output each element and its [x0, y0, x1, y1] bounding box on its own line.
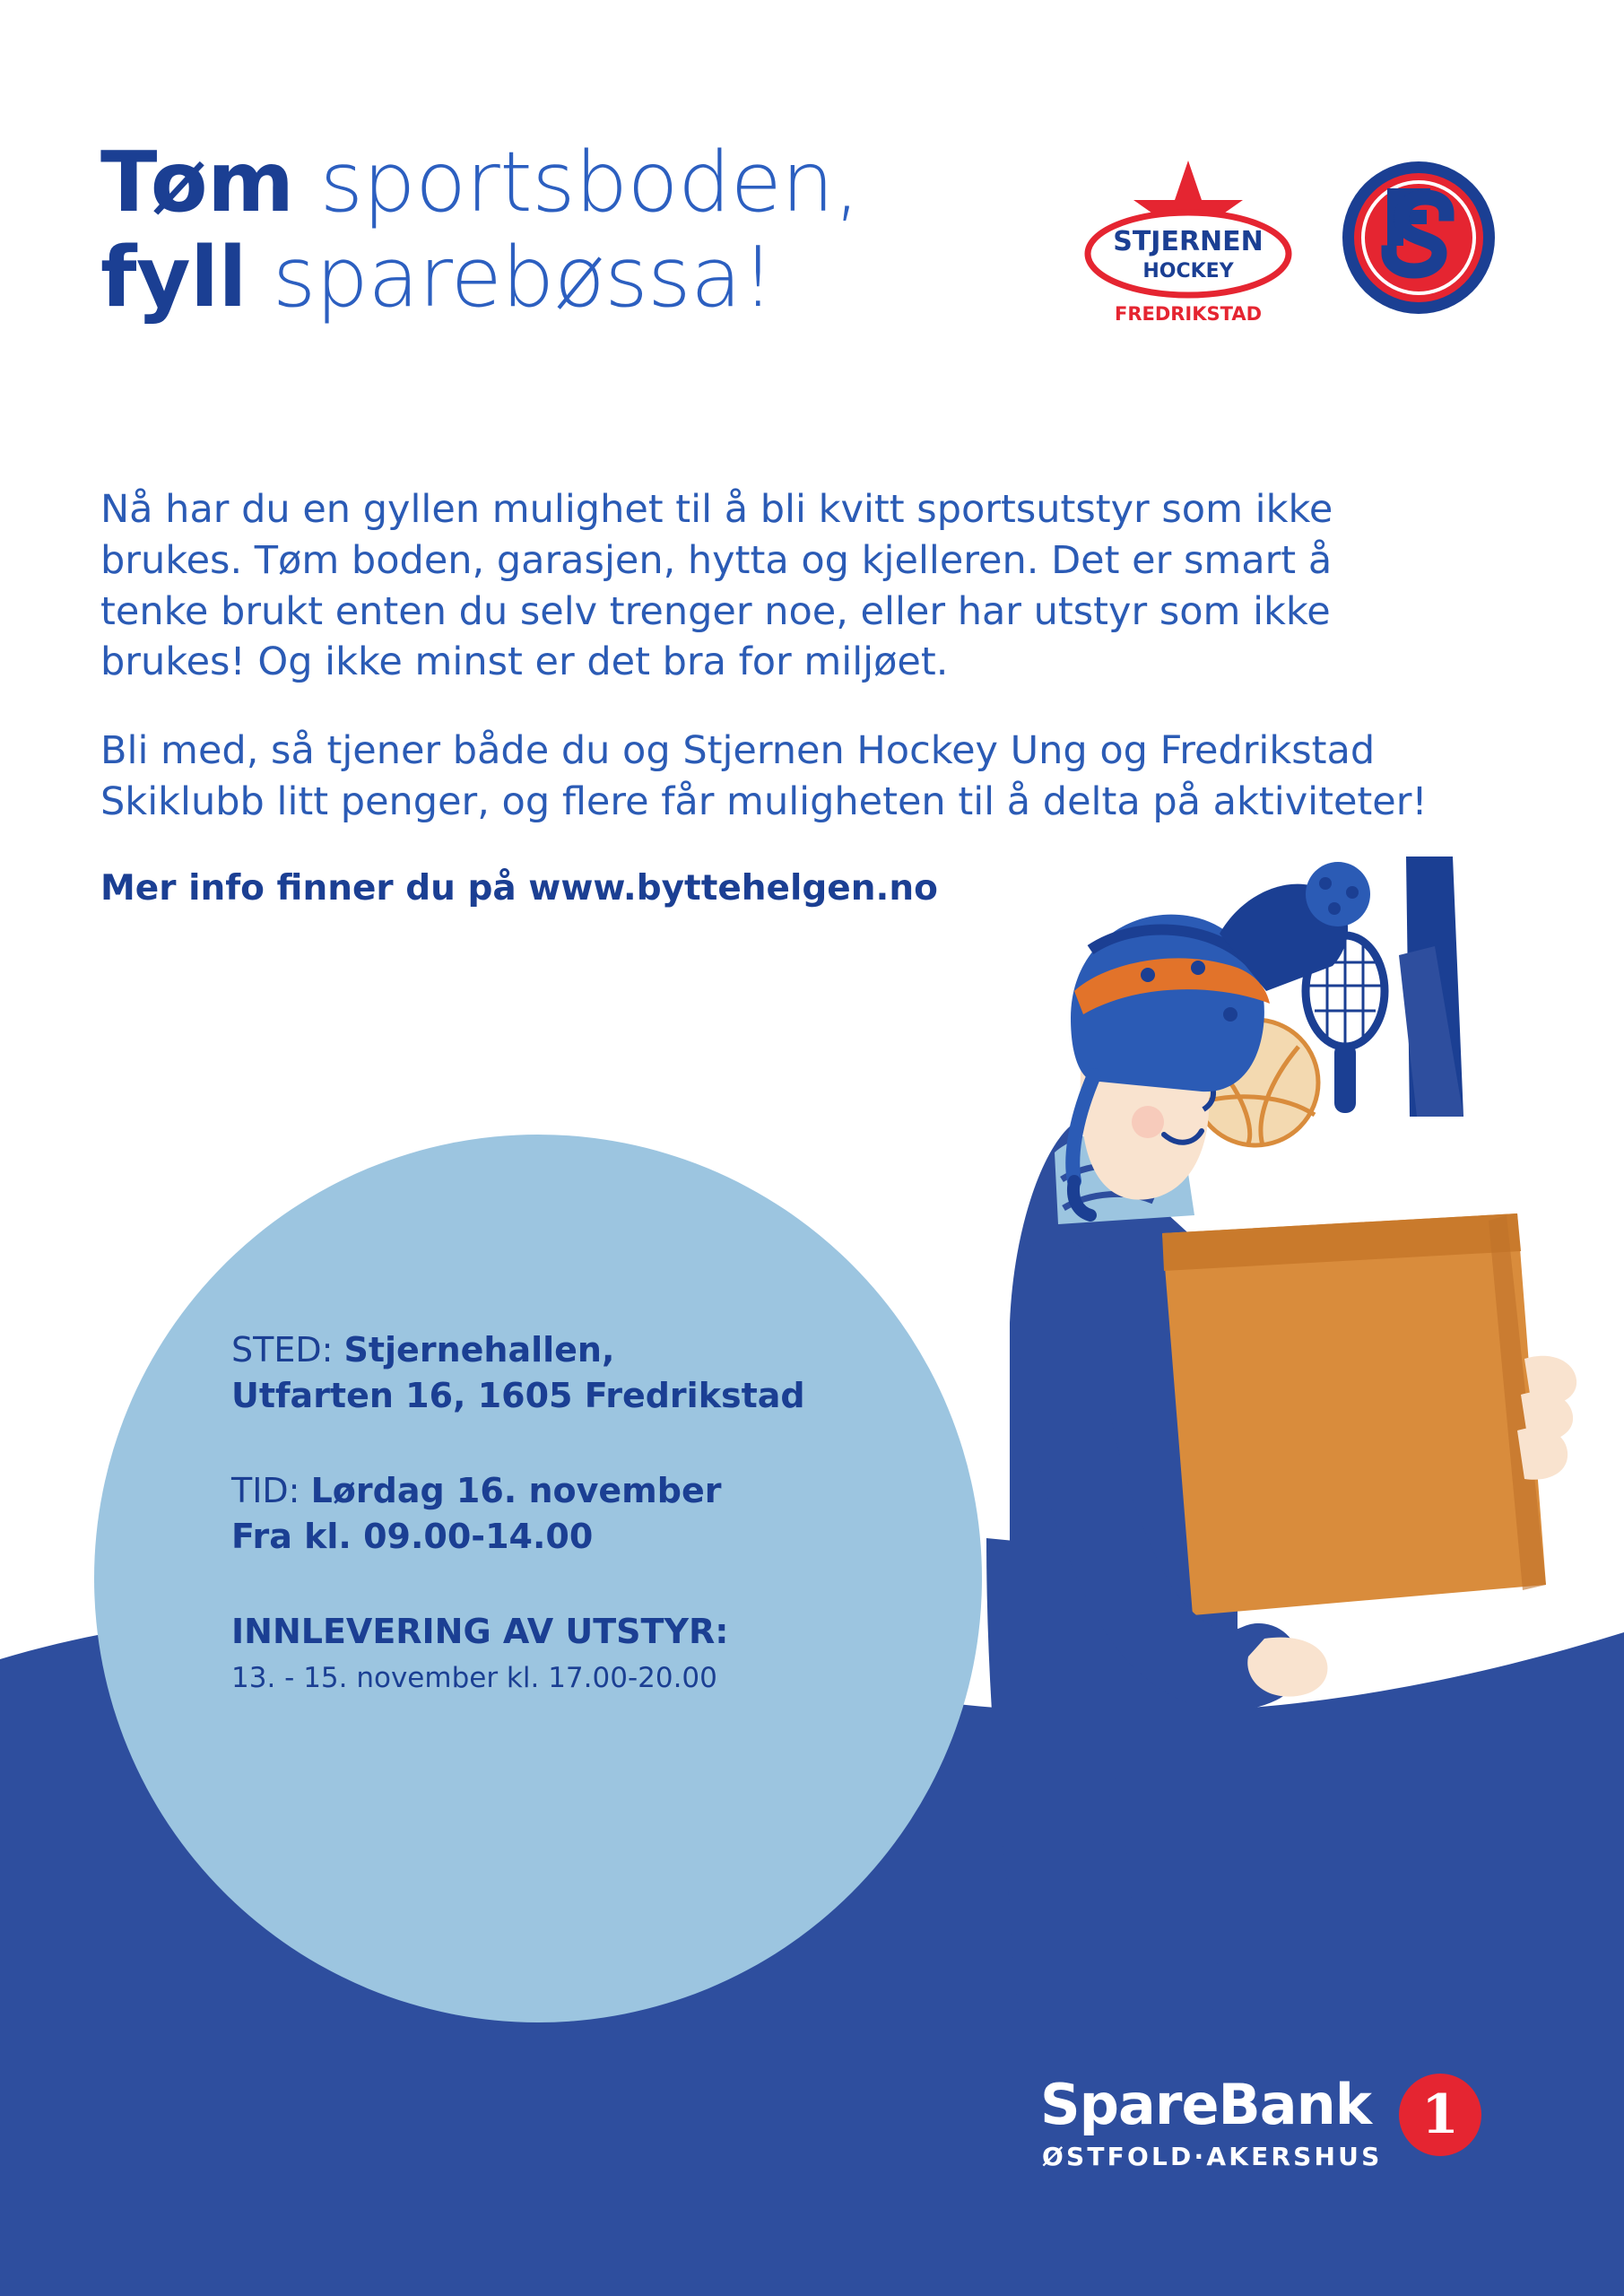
- place-label: STED:: [231, 1330, 334, 1370]
- time-value: Lørdag 16. november: [310, 1471, 722, 1511]
- detail-place: [231, 1327, 913, 1418]
- delivery-value: 13. - 15. november kl. 17.00-20.00: [231, 1661, 717, 1694]
- cardboard-box-icon: [1162, 1213, 1546, 1615]
- sparebank-subtitle: ØSTFOLD·AKERSHUS: [1042, 2142, 1383, 2171]
- sparebank-badge: [1399, 2074, 1481, 2156]
- sparebank1-logo: [1040, 2072, 1542, 2206]
- headline-rest-2: sparebøssa!: [246, 229, 775, 326]
- time-line-1: [231, 1468, 913, 1514]
- place-line-1: [231, 1327, 913, 1373]
- person-with-box-illustration: [879, 857, 1596, 2022]
- svg-text:STJERNEN: STJERNEN: [1113, 226, 1264, 257]
- headline-line-1: [100, 135, 1105, 230]
- info-link[interactable]: Mer info finner du på www.byttehelgen.no: [100, 867, 938, 909]
- headline-word-fyll: fyll: [100, 229, 247, 326]
- place-value: Stjernehallen,: [343, 1330, 615, 1370]
- body-copy: [100, 484, 1437, 911]
- headline-line-2: [100, 230, 1105, 325]
- sparebank-name: SpareBank: [1040, 2072, 1371, 2137]
- svg-text:HOCKEY: HOCKEY: [1142, 260, 1234, 283]
- headline-rest-1: sportsboden,: [293, 134, 860, 230]
- paragraph-2: Bli med, så tjener både du og Stjernen Hockey Ung og Fredrikstad Skiklubb litt penger, og flere får muligheten til å delta på aktiviteter!: [100, 728, 1428, 824]
- time-value-2: Fra kl. 09.00-14.00: [231, 1516, 594, 1556]
- sparebank-badge-number: 1: [1421, 2083, 1459, 2146]
- headline-word-tom: Tøm: [100, 134, 294, 230]
- fredrikstad-skiklubb-logo: [1341, 160, 1498, 317]
- stjernen-hockey-logo: [1076, 157, 1300, 336]
- page-title: [100, 135, 1105, 325]
- delivery-label: INNLEVERING AV UTSTYR:: [231, 1612, 729, 1652]
- paragraph-1: Nå har du en gyllen mulighet til å bli kvitt sportsutstyr som ikke brukes. Tøm boden, garasjen, hytta og kjelleren. Det er smart å tenke brukt enten du selv trenger noe, eller har utstyr som ikke brukes! Og ikke minst er det bra for miljøet.: [100, 487, 1333, 685]
- svg-text:FREDRIKSTAD: FREDRIKSTAD: [1114, 303, 1263, 325]
- details-text: [231, 1327, 913, 1698]
- detail-time: [231, 1468, 913, 1559]
- place-value-2: Utfarten 16, 1605 Fredrikstad: [231, 1375, 805, 1415]
- time-label: TID:: [231, 1471, 300, 1511]
- detail-delivery: [231, 1609, 913, 1697]
